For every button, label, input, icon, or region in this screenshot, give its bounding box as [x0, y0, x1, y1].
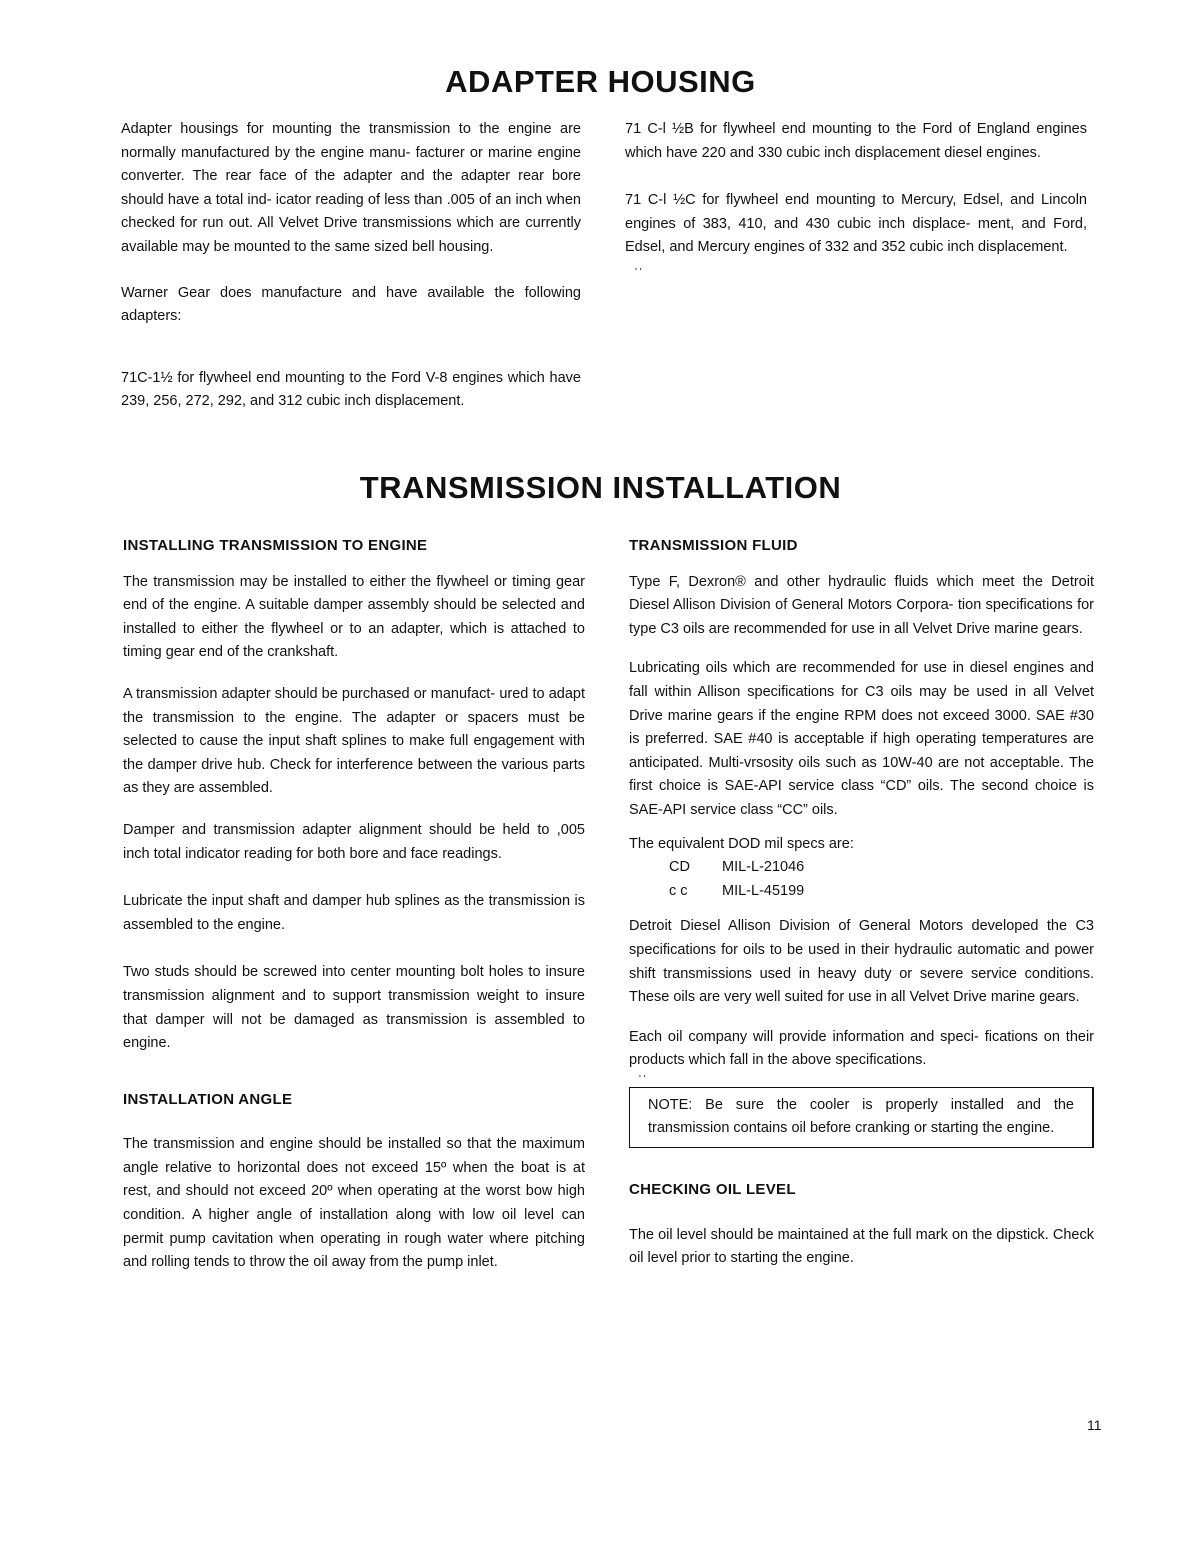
installing-paragraph-2: A transmission adapter should be purchased or manufact- ured to adapt the transmission to the engine. The adapter or spacers must be selected to cause the input shaft splines to make full engagement with the damper drive hub. Check for interference between the various parts as they are assembled.	[123, 685, 585, 797]
transmission-installation-title: TRANSMISSION INSTALLATION	[359, 470, 842, 505]
spec-row-cd	[669, 856, 1094, 880]
spec-value: MIL-L-21046	[722, 859, 805, 876]
fluid-paragraph-4: Each oil company will provide information and speci- fications on their products which fall in the above specifications.	[629, 1028, 1094, 1069]
adapter-housing-title: ADAPTER HOUSING	[445, 64, 756, 99]
adapter-paragraph-1: Adapter housings for mounting the transmission to the engine are normally manufactured by the engine manu- facturer or marine engine converter. The rear face of the adapter and the adapter rear bore should have a total ind- icator reading of less than .005 of an inch when checked for run out. All Velvet Drive transmissions which are currently available may be mounted to the same sized bell housing.	[121, 121, 581, 255]
transmission-fluid-heading: TRANSMISSION FLUID	[629, 537, 798, 554]
installing-paragraph-5: Two studs should be screwed into center mounting bolt holes to insure transmission alignment and to support transmission weight to insure that damper will not be damaged as transmission is assembled to engine.	[123, 964, 585, 1052]
note-box	[629, 1087, 1094, 1148]
installing-paragraph-4: Lubricate the input shaft and damper hub splines as the transmission is assembled to the engine.	[123, 893, 585, 933]
spec-class: c c	[669, 882, 688, 899]
adapter-left-column	[121, 118, 581, 414]
stray-mark: ' '	[639, 1073, 646, 1085]
page-number: 11	[1087, 1417, 1102, 1433]
spec-class: CD	[669, 859, 690, 876]
oil-level-paragraph: The oil level should be maintained at the full mark on the dipstick. Check oil level prior to starting the engine.	[629, 1226, 1094, 1267]
spec-value: MIL-L-45199	[722, 882, 805, 899]
installation-left-column	[123, 534, 585, 1275]
adapter-right-column	[625, 118, 1087, 278]
installation-angle-paragraph: The transmission and engine should be installed so that the maximum angle relative to horizontal does not exceed 15º when the boat is at rest, and should not exceed 20º when operating at the worst bow high condition. A higher angle of installation along with low oil level can permit pump cavitation when operating in rough water where pitching and rolling tends to throw the oil away from the pump inlet.	[123, 1136, 585, 1271]
fluid-paragraph-2: Lubricating oils which are recommended for use in diesel engines and fall within Allison specifications for C3 oils may be used in all Velvet Drive marine gears if the engine RPM does not exceed 3000. SAE #30 is preferred. SAE #40 is acceptable if high operating temperatures are anticipated. Multi-vrsosity oils such as 10W-40 are not acceptable. The first choice is SAE-API service class “CD” oils. The second choice is SAE-API service class “CC” oils.	[629, 660, 1094, 818]
installing-paragraph-1: The transmission may be installed to either the flywheel or timing gear end of the engine. A suitable damper assembly should be selected and installed to either the flywheel or to an adapter, which is attached to timing gear end of the crankshaft.	[123, 573, 585, 661]
installing-heading: INSTALLING TRANSMISSION TO ENGINE	[123, 537, 428, 554]
adapter-paragraph-5: 71 C-l ½C for flywheel end mounting to Mercury, Edsel, and Lincoln engines of 383, 410, and 430 cubic inch displace- ment, and Ford, Edsel, and Mercury engines of 332 and 352 cubic inch displacement.	[625, 192, 1087, 256]
fluid-paragraph-3: Detroit Diesel Allison Division of General Motors developed the C3 specifications for oils to be used in their hydraulic automatic and power shift transmissions used in heavy duty or severe service conditions. These oils are very well suited for use in all Velvet Drive marine gears.	[629, 918, 1094, 1006]
checking-oil-level-heading: CHECKING OIL LEVEL	[629, 1181, 796, 1199]
specs-intro: The equivalent DOD mil specs are:	[629, 835, 854, 852]
note-text: NOTE: Be sure the cooler is properly installed and the transmission contains oil before cranking or starting the engine.	[648, 1096, 1074, 1137]
stray-mark: ' '	[635, 266, 642, 278]
installation-angle-heading: INSTALLATION ANGLE	[123, 1090, 293, 1108]
spec-row-cc	[669, 880, 1094, 904]
installation-right-column	[629, 534, 1094, 1271]
installing-paragraph-3: Damper and transmission adapter alignment should be held to ,005 inch total indicator reading for both bore and face readings.	[123, 821, 585, 862]
adapter-paragraph-2: Warner Gear does manufacture and have available the following adapters:	[121, 284, 581, 325]
adapter-paragraph-4: 71 C-l ½B for flywheel end mounting to the Ford of England engines which have 220 and 330 cubic inch displacement diesel engines.	[625, 121, 1087, 161]
fluid-paragraph-1: Type F, Dexron® and other hydraulic fluids which meet the Detroit Diesel Allison Division of General Motors Corpora- tion specifications for type C3 oils are recommended for use in all Velvet Drive marine gears.	[629, 573, 1094, 637]
adapter-paragraph-3: 71C-1½ for flywheel end mounting to the Ford V-8 engines which have 239, 256, 272, 292, and 312 cubic inch displacement.	[121, 369, 581, 410]
